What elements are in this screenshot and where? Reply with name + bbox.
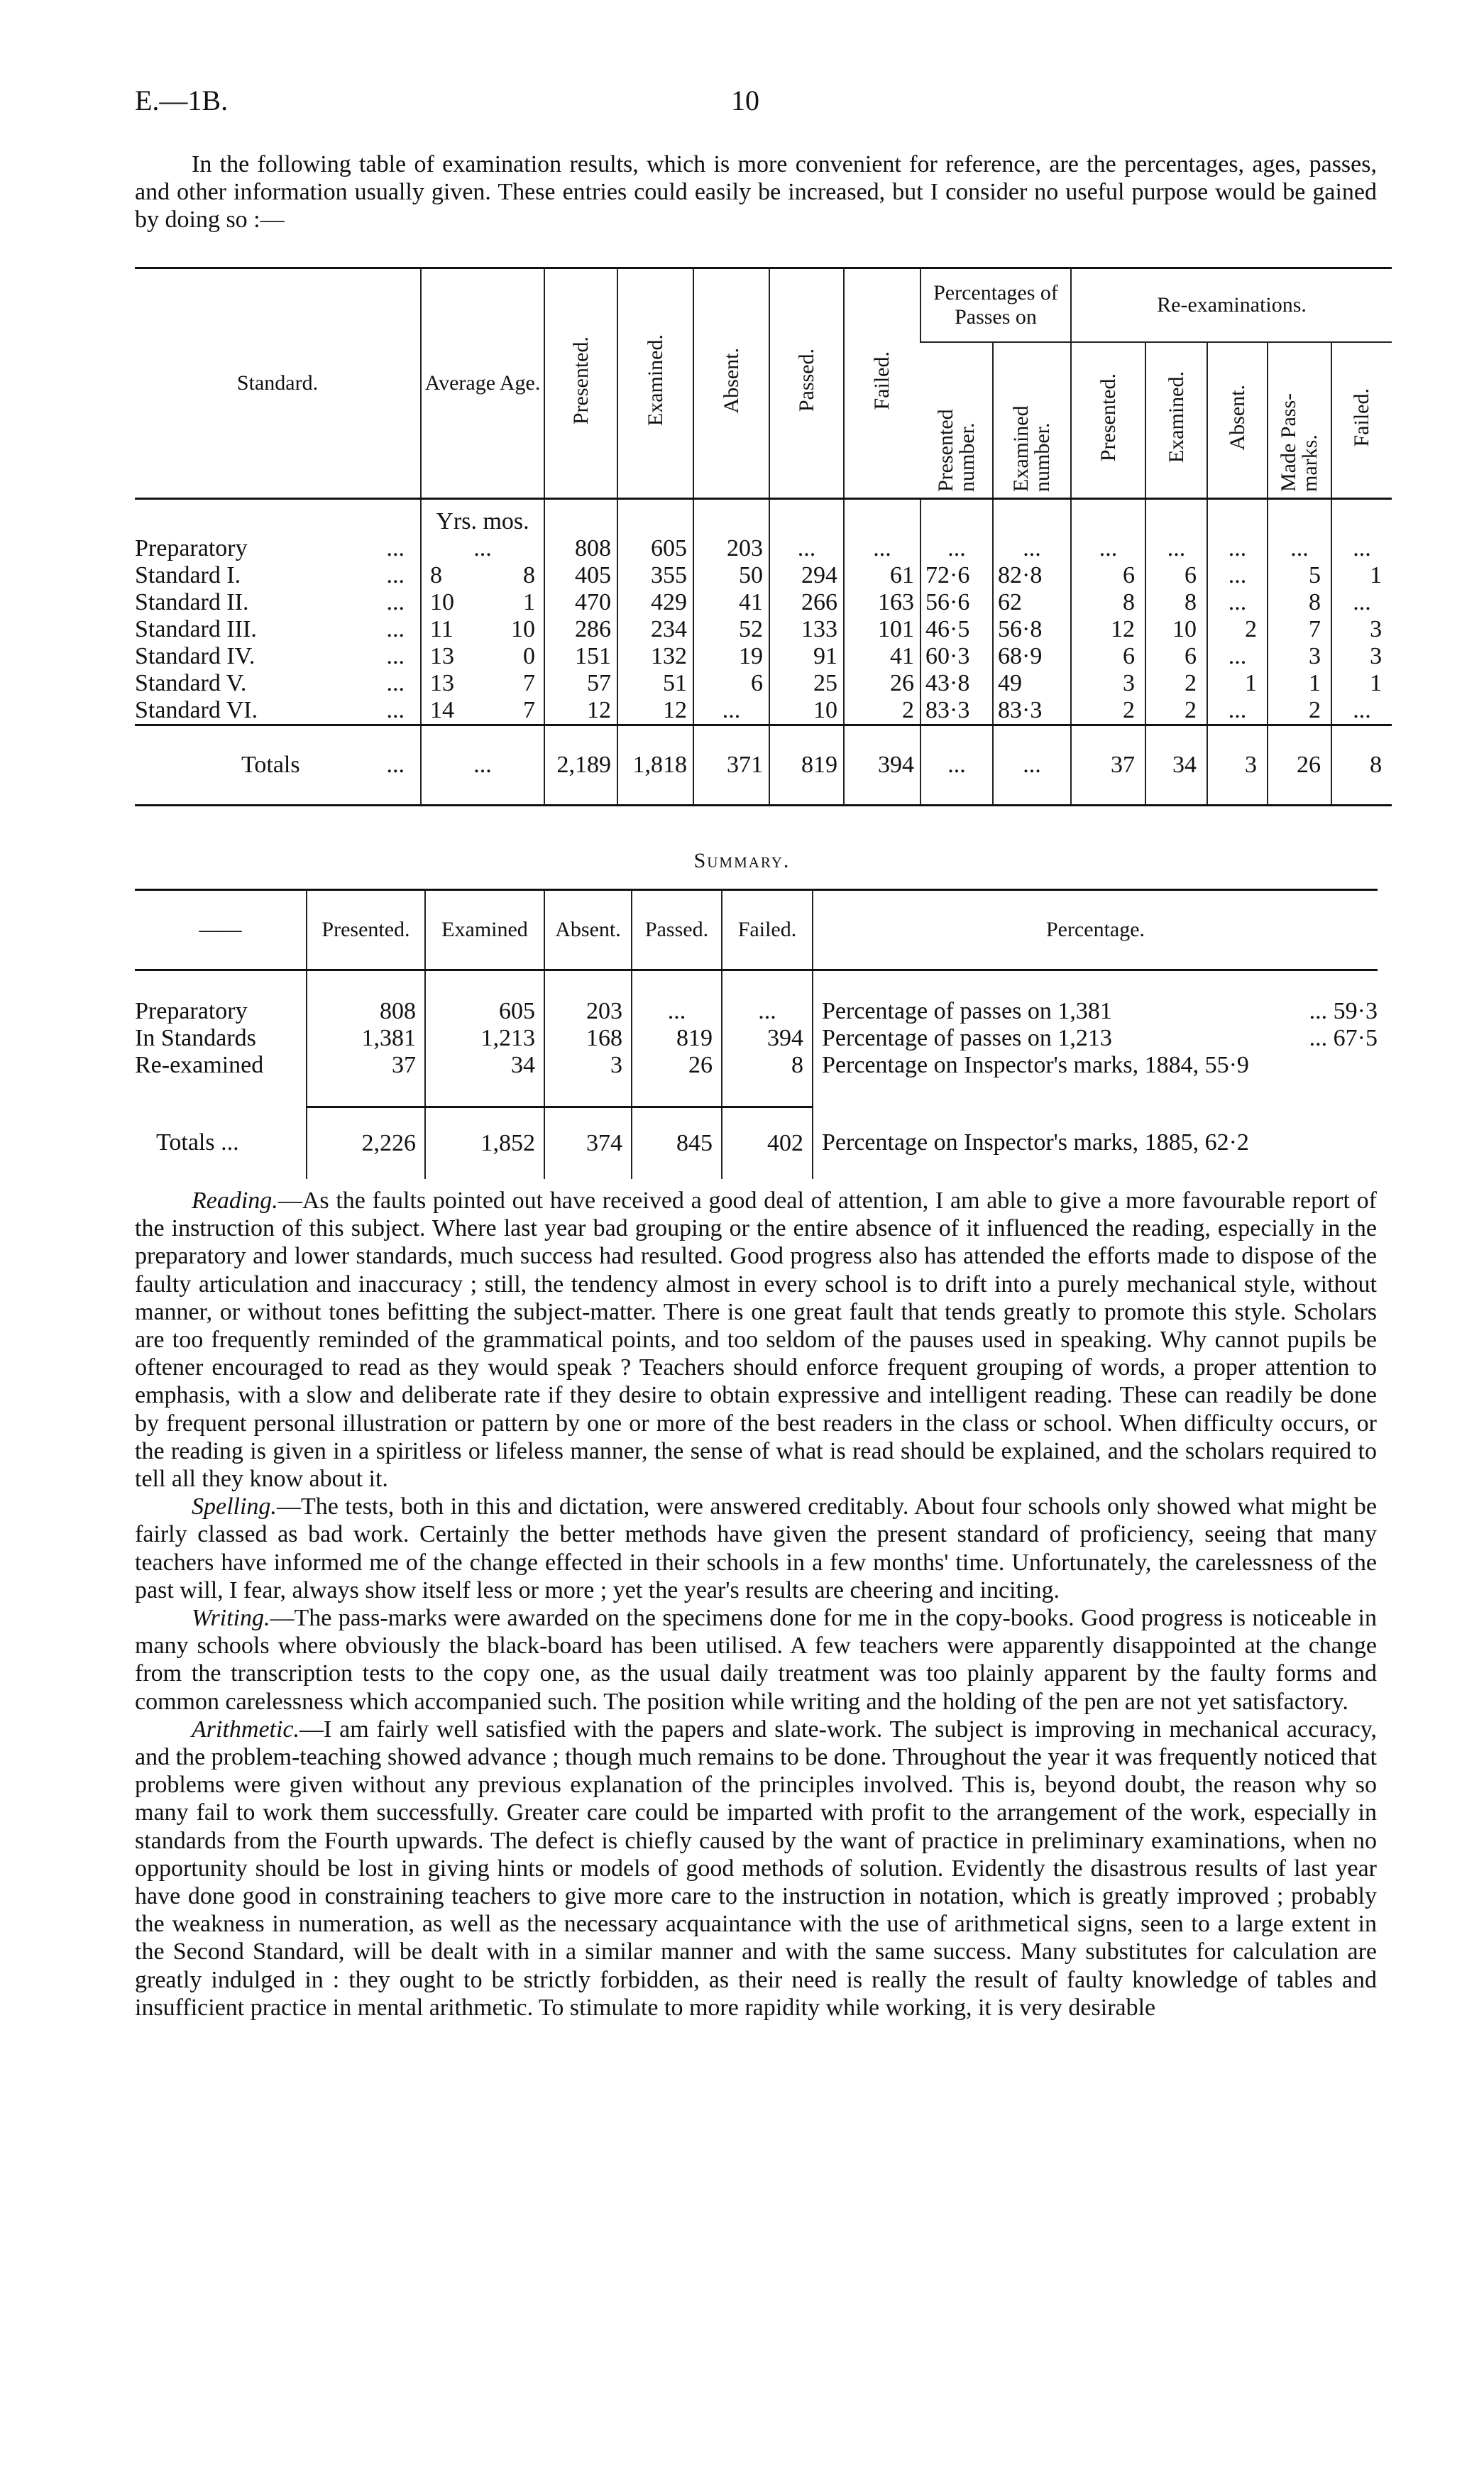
summary-cell-1: 2,226 <box>307 1107 425 1180</box>
re-made-pass-marks-cell: 26 <box>1268 725 1331 806</box>
examined-cell: 429 <box>617 589 693 616</box>
examined-cell: 132 <box>617 643 693 670</box>
paragraph-heading: Writing. <box>192 1605 270 1632</box>
header-percentages-group: Percentages of Passes on <box>920 268 1071 343</box>
absent-cell: ... <box>693 697 769 725</box>
re-examined-cell: ... <box>1145 535 1207 562</box>
re-examined-cell: 2 <box>1145 697 1207 725</box>
paragraph-reading <box>135 1187 1377 1493</box>
re-absent-cell: ... <box>1207 535 1268 562</box>
summary-header-2: Examined <box>425 890 544 970</box>
standard-cell <box>135 535 421 562</box>
examined-cell: 12 <box>617 697 693 725</box>
table-row <box>135 697 1392 725</box>
average-age-cell <box>421 589 544 616</box>
re-presented-cell: ... <box>1071 535 1145 562</box>
passed-cell: 133 <box>769 616 844 643</box>
summary-cell-2: 605 <box>425 998 544 1025</box>
pct-examined-cell: 62 <box>993 589 1071 616</box>
re-failed-cell: ... <box>1331 535 1392 562</box>
re-examined-cell: 6 <box>1145 562 1207 589</box>
percentage-label: Percentage of passes on 1,213 <box>822 1025 1112 1051</box>
absent-cell: 19 <box>693 643 769 670</box>
pct-examined-cell: 49 <box>993 670 1071 697</box>
document-reference: E.—1B. <box>135 84 229 116</box>
absent-cell: 41 <box>693 589 769 616</box>
re-examined-cell: 2 <box>1145 670 1207 697</box>
re-made-pass-marks-cell: 5 <box>1268 562 1331 589</box>
failed-cell: 163 <box>844 589 920 616</box>
percentage-cell <box>813 1052 1378 1079</box>
re-examined-cell: 10 <box>1145 616 1207 643</box>
summary-table <box>135 889 1378 1179</box>
pct-presented-cell: 56·6 <box>920 589 993 616</box>
leader-dots: ... <box>386 643 405 669</box>
table-row <box>135 589 1392 616</box>
re-presented-cell: 8 <box>1071 589 1145 616</box>
standard-label: Standard V. <box>135 670 247 696</box>
paragraph-writing <box>135 1604 1377 1716</box>
leader-dots: ... <box>386 562 405 588</box>
failed-cell: 61 <box>844 562 920 589</box>
failed-cell: 26 <box>844 670 920 697</box>
summary-cell-2: 34 <box>425 1052 544 1079</box>
re-made-pass-marks-cell: 8 <box>1268 589 1331 616</box>
re-absent-cell: 2 <box>1207 616 1268 643</box>
summary-cell-5: ... <box>722 998 813 1025</box>
header-re-absent: Absent. <box>1225 384 1249 451</box>
header-examined: Examined. <box>643 334 667 427</box>
percentage-value: ... 59·3 <box>1309 998 1378 1024</box>
paragraph-heading: Reading. <box>192 1188 278 1214</box>
standard-cell <box>135 643 421 670</box>
passed-cell: 25 <box>769 670 844 697</box>
pct-presented-cell: 46·5 <box>920 616 993 643</box>
percentage-cell <box>813 998 1378 1025</box>
age-years: 14 <box>430 697 454 723</box>
failed-cell: 101 <box>844 616 920 643</box>
standard-cell <box>135 616 421 643</box>
examined-cell: 1,818 <box>617 725 693 806</box>
re-failed-cell: 8 <box>1331 725 1392 806</box>
absent-cell: 52 <box>693 616 769 643</box>
re-examined-cell: 34 <box>1145 725 1207 806</box>
examined-cell: 234 <box>617 616 693 643</box>
re-made-pass-marks-cell: 1 <box>1268 670 1331 697</box>
standard-label: Standard II. <box>135 589 249 615</box>
table-row <box>135 535 1392 562</box>
average-age-cell <box>421 670 544 697</box>
pct-presented-cell: 83·3 <box>920 697 993 725</box>
header-pct-examined: Examined number. <box>1009 405 1054 492</box>
re-absent-cell: ... <box>1207 697 1268 725</box>
re-presented-cell: 2 <box>1071 697 1145 725</box>
leader-dots: ... <box>386 752 405 778</box>
paragraph-spelling <box>135 1493 1377 1604</box>
passed-cell: 819 <box>769 725 844 806</box>
re-absent-cell: 1 <box>1207 670 1268 697</box>
summary-totals-row <box>135 1107 1378 1180</box>
totals-row <box>135 725 1392 806</box>
absent-cell: 50 <box>693 562 769 589</box>
absent-cell: 371 <box>693 725 769 806</box>
average-age-cell <box>421 697 544 725</box>
failed-cell: ... <box>844 535 920 562</box>
summary-cell-0: In Standards <box>135 1025 256 1051</box>
leader-dots: ... <box>386 697 405 723</box>
leader-dots: ... <box>386 670 405 696</box>
age-years: ... <box>473 752 492 778</box>
header-reexaminations-group: Re-examinations. <box>1071 268 1392 343</box>
age-months: 1 <box>523 589 535 615</box>
summary-row <box>135 998 1378 1025</box>
age-months: 10 <box>511 616 535 642</box>
header-re-made-pass-marks: Made Pass-marks. <box>1277 393 1321 492</box>
header-passed: Passed. <box>794 349 818 412</box>
pct-examined-cell: ... <box>993 725 1071 806</box>
summary-cell-4: 845 <box>632 1107 722 1180</box>
paragraph-arithmetic <box>135 1716 1377 2022</box>
paragraph-text: —The pass-marks were awarded on the specimens done for me in the copy-books. Good progress is noticeable in many schools where obviously the black-board has been utilised. A few teachers were apparently disappointed at the change from the transcription tests to the copy one, as the usual daily treatment was too plainly apparent by the faulty forms and common carelessness which accompanied such. The position while writing and the holding of the pen are not yet satisfactory. <box>135 1605 1377 1715</box>
leader-dots: ... <box>386 616 405 642</box>
summary-cell-1: 808 <box>307 998 425 1025</box>
age-months: 0 <box>523 643 535 669</box>
summary-cell-2: 1,213 <box>425 1025 544 1052</box>
summary-header-3: Absent. <box>544 890 632 970</box>
header-presented: Presented. <box>568 336 593 425</box>
percentage-cell <box>813 1025 1378 1052</box>
re-absent-cell: ... <box>1207 562 1268 589</box>
re-presented-cell: 37 <box>1071 725 1145 806</box>
standard-label: Standard IV. <box>135 643 255 669</box>
re-failed-cell: 3 <box>1331 616 1392 643</box>
summary-header-5: Failed. <box>722 890 813 970</box>
passed-cell: 91 <box>769 643 844 670</box>
presented-cell: 405 <box>544 562 617 589</box>
standard-label: Totals <box>241 752 300 778</box>
summary-cell-0: Totals ... <box>156 1129 239 1156</box>
standard-cell <box>135 670 421 697</box>
paragraph-heading: Spelling. <box>192 1493 277 1520</box>
re-absent-cell: ... <box>1207 643 1268 670</box>
header-re-presented: Presented. <box>1096 373 1120 462</box>
failed-cell: 2 <box>844 697 920 725</box>
summary-cell-3: 374 <box>544 1107 632 1180</box>
pct-presented-cell: 60·3 <box>920 643 993 670</box>
standard-label: Standard I. <box>135 562 241 588</box>
re-failed-cell: ... <box>1331 697 1392 725</box>
summary-cell-3: 3 <box>544 1052 632 1079</box>
pct-presented-cell: ... <box>920 725 993 806</box>
summary-cell-2: 1,852 <box>425 1107 544 1180</box>
summary-cell-1: 1,381 <box>307 1025 425 1052</box>
failed-cell: 394 <box>844 725 920 806</box>
failed-cell: 41 <box>844 643 920 670</box>
summary-cell-5: 394 <box>722 1025 813 1052</box>
re-failed-cell: 1 <box>1331 670 1392 697</box>
percentage-value: ... 67·5 <box>1309 1025 1378 1051</box>
age-months: 7 <box>523 670 535 696</box>
presented-cell: 12 <box>544 697 617 725</box>
re-failed-cell: 1 <box>1331 562 1392 589</box>
percentage-label: Percentage on Inspector's marks, 1884, 55·9 <box>822 1052 1249 1078</box>
paragraph-text: —I am fairly well satisfied with the papers and slate-work. The subject is improving in mechanical accuracy, and the problem-teaching showed advance ; though much remains to be done. Throughout the year it was frequently noticed that problems were given without any previous explanation of the principles involved. This is, beyond doubt, the reason why so many fail to work them successfully. Greater care could be imparted with profit to the arrangement of the work, especially in standards from the Fourth upwards. The defect is chiefly caused by the want of practice in preliminary examinations, when no opportunity should be lost in giving hints or models of good methods of solution. Evidently the disastrous results of last year have done good in constraining teachers to give more care to the instruction in notation, which is greatly improved ; probably the weakness in numeration, as well as the necessary acquaintance with the use of arithmetical signs, seen to a large extent in the Second Standard, will be dealt with in a similar manner and with the same success. Many substitutes for calculation are greatly indulged in : they ought to be strictly forbidden, as their need is really the result of faulty knowledge of tables and insufficient practice in mental arithmetic. To stimulate to more rapidity while working, it is very desirable <box>135 1716 1377 2021</box>
average-age-cell <box>421 616 544 643</box>
age-years: 11 <box>430 616 454 642</box>
header-re-failed: Failed. <box>1350 388 1374 447</box>
standard-cell <box>135 725 421 806</box>
percentage-label: Percentage on Inspector's marks, 1885, 62·2 <box>822 1129 1249 1156</box>
standard-label: Standard VI. <box>135 697 258 723</box>
presented-cell: 470 <box>544 589 617 616</box>
pct-examined-cell: 68·9 <box>993 643 1071 670</box>
pct-examined-cell: 83·3 <box>993 697 1071 725</box>
examined-cell: 51 <box>617 670 693 697</box>
summary-row <box>135 1052 1378 1079</box>
summary-cell-0: Preparatory <box>135 998 248 1024</box>
pct-examined-cell: 56·8 <box>993 616 1071 643</box>
age-years: 13 <box>430 670 454 696</box>
re-made-pass-marks-cell: 3 <box>1268 643 1331 670</box>
pct-presented-cell: ... <box>920 535 993 562</box>
average-age-cell <box>421 562 544 589</box>
presented-cell: 151 <box>544 643 617 670</box>
examination-results-table <box>135 267 1392 806</box>
summary-cell-4: 26 <box>632 1052 722 1079</box>
passed-cell: 10 <box>769 697 844 725</box>
presented-cell: 808 <box>544 535 617 562</box>
header-average-age: Average Age. <box>421 268 544 499</box>
re-made-pass-marks-cell: 2 <box>1268 697 1331 725</box>
header-standard: Standard. <box>236 371 319 395</box>
re-presented-cell: 3 <box>1071 670 1145 697</box>
re-made-pass-marks-cell: ... <box>1268 535 1331 562</box>
summary-cell-1: 37 <box>307 1052 425 1079</box>
presented-cell: 57 <box>544 670 617 697</box>
paragraph-text: —As the faults pointed out have received a good deal of attention, I am able to give a more favourable report of the instruction of this subject. Where last year bad grouping or the entire absence of it influenced the reading, especially in the preparatory and lower standards, much success had resulted. Good progress also has attended the efforts made to dispose of the faulty articulation and inaccuracy ; still, the tendency almost in every school is to drift into a purely mechanical style, without manner, or without tones befitting the subject-matter. There is one great fault that tends greatly to promote this style. Scholars are too frequently reminded of the grammatical points, and too seldom of the pauses used in speaking. Why cannot pupils be oftener encouraged to read as they would speak ? Teachers should enforce frequent grouping of words, a proper attention to emphasis, with a slow and deliberate rate if they desire to obtain expressive and intelligent reading. These can readily be done by frequent personal illustration or pattern by one or more of the best readers in the class or school. When difficulty occurs, or the reading is given in a spiritless or lifeless manner, the sense of what is read should be explained, and the scholars required to tell all they know about it. <box>135 1188 1377 1493</box>
age-years: 13 <box>430 643 454 669</box>
re-examined-cell: 6 <box>1145 643 1207 670</box>
summary-row <box>135 1025 1378 1052</box>
age-years: 10 <box>430 589 454 615</box>
re-presented-cell: 12 <box>1071 616 1145 643</box>
age-years: 8 <box>430 562 442 588</box>
leader-dots: ... <box>386 535 405 561</box>
leader-dots: ... <box>386 589 405 615</box>
standard-cell <box>135 589 421 616</box>
re-presented-cell: 6 <box>1071 562 1145 589</box>
standard-cell <box>135 562 421 589</box>
pct-presented-cell: 43·8 <box>920 670 993 697</box>
table-row <box>135 643 1392 670</box>
summary-header-4: Passed. <box>632 890 722 970</box>
examined-cell: 355 <box>617 562 693 589</box>
report-body <box>135 1187 1377 2022</box>
summary-header-1: Presented. <box>307 890 425 970</box>
summary-cell-3: 168 <box>544 1025 632 1052</box>
header-absent: Absent. <box>719 347 743 414</box>
summary-cell-4: 819 <box>632 1025 722 1052</box>
passed-cell: ... <box>769 535 844 562</box>
standard-label: Standard III. <box>135 616 257 642</box>
percentage-label: Percentage of passes on 1,381 <box>822 998 1112 1024</box>
age-months: 7 <box>523 697 535 723</box>
summary-cell-3: 203 <box>544 998 632 1025</box>
re-presented-cell: 6 <box>1071 643 1145 670</box>
pct-examined-cell: 82·8 <box>993 562 1071 589</box>
average-age-cell <box>421 535 544 562</box>
examined-cell: 605 <box>617 535 693 562</box>
table-row <box>135 616 1392 643</box>
summary-cell-4: ... <box>632 998 722 1025</box>
summary-cell-5: 8 <box>722 1052 813 1079</box>
presented-cell: 286 <box>544 616 617 643</box>
pct-presented-cell: 72·6 <box>920 562 993 589</box>
average-age-cell <box>421 725 544 806</box>
summary-cell-0: Re-examined <box>135 1052 264 1078</box>
table-row <box>135 562 1392 589</box>
absent-cell: 203 <box>693 535 769 562</box>
re-failed-cell: 3 <box>1331 643 1392 670</box>
average-age-cell <box>421 643 544 670</box>
table-row <box>135 670 1392 697</box>
re-examined-cell: 8 <box>1145 589 1207 616</box>
standard-cell <box>135 697 421 725</box>
re-made-pass-marks-cell: 7 <box>1268 616 1331 643</box>
presented-cell: 2,189 <box>544 725 617 806</box>
age-months: 8 <box>523 562 535 588</box>
summary-header-0: —— <box>135 890 307 970</box>
header-pct-presented: Presented number. <box>933 409 979 492</box>
re-absent-cell: 3 <box>1207 725 1268 806</box>
age-years: ... <box>473 535 492 561</box>
header-re-examined: Examined. <box>1164 371 1188 464</box>
passed-cell: 266 <box>769 589 844 616</box>
standard-label: Preparatory <box>135 535 248 561</box>
summary-cell-5: 402 <box>722 1107 813 1180</box>
passed-cell: 294 <box>769 562 844 589</box>
header-failed: Failed. <box>870 351 894 410</box>
page-number: 10 <box>731 84 759 116</box>
absent-cell: 6 <box>693 670 769 697</box>
paragraph-heading: Arithmetic. <box>192 1716 300 1743</box>
re-failed-cell: ... <box>1331 589 1392 616</box>
paragraph-text: —The tests, both in this and dictation, were answered creditably. About four schools only showed what might be fairly classed as bad work. Certainly the better methods have given the present standard of proficiency, seeing that many teachers have informed me of the change effected in their schools in a few months' time. Unfortunately, the carelessness of the past will, I fear, always show itself less or more ; yet the year's results are cheering and inciting. <box>135 1493 1377 1603</box>
percentage-cell <box>813 1107 1378 1180</box>
pct-examined-cell: ... <box>993 535 1071 562</box>
summary-header-6: Percentage. <box>813 890 1378 970</box>
summary-title: Summary. <box>693 849 791 872</box>
re-absent-cell: ... <box>1207 589 1268 616</box>
intro-paragraph: In the following table of examination results, which is more convenient for reference, are the percentages, ages, passes, and other information usually given. These entries could easily be increased, but I consider no useful purpose would be gained by doing so :— <box>135 151 1377 233</box>
age-units: Yrs. mos. <box>421 499 544 536</box>
